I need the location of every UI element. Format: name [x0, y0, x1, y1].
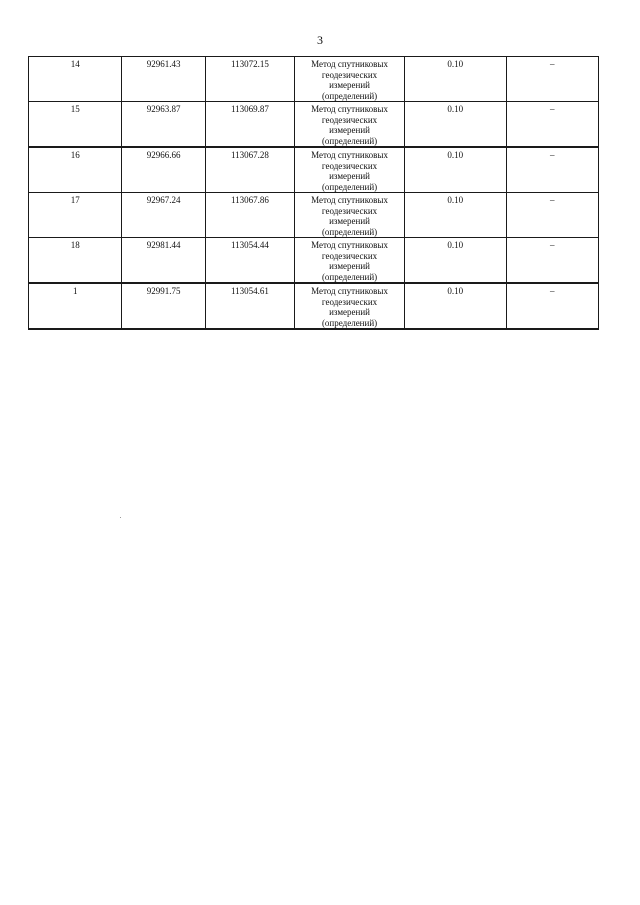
table-row [29, 102, 599, 148]
cell-x-coordinate: 92963.87 [122, 102, 205, 148]
table-row [29, 193, 599, 238]
method-line: (определений) [321, 135, 378, 146]
table-row [29, 57, 599, 102]
cell-x-coordinate: 92961.43 [122, 57, 205, 102]
cell-y-coordinate: 113067.86 [205, 193, 294, 238]
cell-note: – [506, 283, 599, 329]
method-line: (определений) [321, 181, 378, 192]
method-line: геодезических [321, 250, 378, 261]
cell-x-coordinate: 92966.66 [122, 147, 205, 193]
cell-accuracy: 0.10 [404, 57, 506, 102]
page-number: 3 [317, 33, 323, 47]
method-line: измерений [329, 261, 370, 271]
cell-accuracy: 0.10 [404, 238, 506, 284]
cell-x-coordinate: 92967.24 [122, 193, 205, 238]
cell-accuracy: 0.10 [404, 283, 506, 329]
cell-y-coordinate: 113054.61 [205, 283, 294, 329]
method-line: (определений) [321, 271, 378, 282]
cell-note: – [506, 193, 599, 238]
method-line: Метод спутниковых [311, 59, 388, 69]
cell-point-number: 1 [29, 283, 122, 329]
cell-point-number: 17 [29, 193, 122, 238]
method-line: Метод спутниковых [311, 286, 388, 296]
method-line: геодезических [321, 205, 378, 216]
cell-point-number: 16 [29, 147, 122, 193]
method-line: измерений [329, 171, 370, 181]
cell-method [295, 102, 405, 148]
method-line: Метод спутниковых [311, 240, 388, 250]
cell-accuracy: 0.10 [404, 193, 506, 238]
coordinates-table [28, 56, 599, 330]
cell-point-number: 15 [29, 102, 122, 148]
method-line: геодезических [321, 69, 378, 80]
cell-method [295, 147, 405, 193]
scan-speck [120, 517, 121, 518]
method-line: геодезических [321, 296, 378, 307]
cell-note: – [506, 57, 599, 102]
cell-point-number: 14 [29, 57, 122, 102]
table-row [29, 283, 599, 329]
method-line: измерений [329, 307, 370, 317]
method-line: измерений [329, 216, 370, 226]
method-line: измерений [329, 125, 370, 135]
method-line: (определений) [321, 226, 378, 237]
method-line: геодезических [321, 114, 378, 125]
method-line: геодезических [321, 160, 378, 171]
method-line: Метод спутниковых [311, 150, 388, 160]
table-row [29, 238, 599, 284]
cell-method [295, 57, 405, 102]
method-line: измерений [329, 80, 370, 90]
cell-method [295, 283, 405, 329]
cell-y-coordinate: 113069.87 [205, 102, 294, 148]
cell-point-number: 18 [29, 238, 122, 284]
method-line: Метод спутниковых [311, 195, 388, 205]
cell-y-coordinate: 113072.15 [205, 57, 294, 102]
cell-note: – [506, 102, 599, 148]
table-row [29, 147, 599, 193]
cell-y-coordinate: 113054.44 [205, 238, 294, 284]
cell-y-coordinate: 113067.28 [205, 147, 294, 193]
method-line: (определений) [321, 90, 378, 101]
cell-x-coordinate: 92991.75 [122, 283, 205, 329]
cell-note: – [506, 147, 599, 193]
cell-accuracy: 0.10 [404, 147, 506, 193]
cell-method [295, 193, 405, 238]
cell-method [295, 238, 405, 284]
method-line: (определений) [321, 317, 378, 328]
method-line: Метод спутниковых [311, 104, 388, 114]
cell-note: – [506, 238, 599, 284]
cell-x-coordinate: 92981.44 [122, 238, 205, 284]
cell-accuracy: 0.10 [404, 102, 506, 148]
